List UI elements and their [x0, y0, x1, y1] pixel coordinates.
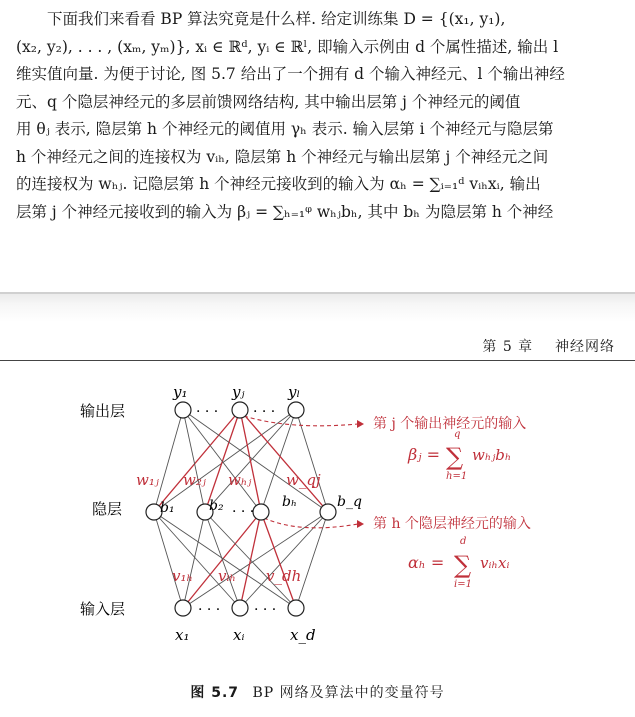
annotation-output-lhs: βⱼ =: [408, 445, 440, 464]
edge-input-hidden: [296, 512, 328, 608]
para-line-7: 的连接权为 wₕⱼ. 记隐层第 h 个神经元接收到的输入为 αₕ = ∑ᵢ₌₁ᵈ vᵢₕxᵢ, 输出: [16, 175, 541, 193]
output-node-label-j: yⱼ: [232, 383, 245, 401]
page-gap-edge: [0, 292, 635, 294]
page-gap: [0, 292, 635, 322]
header-rule: [0, 360, 635, 361]
annotation-hidden-sigma: ∑: [454, 551, 472, 579]
layer-label-input: 输入层: [80, 600, 126, 618]
hidden-node-label-h: bₕ: [282, 494, 298, 510]
edge-input-hidden: [205, 512, 240, 608]
hidden-node-label-2: b₂: [209, 498, 224, 514]
chapter-header: [482, 336, 615, 356]
chapter-title: 神经网络: [555, 339, 615, 355]
para-line-8: 层第 j 个神经元接收到的输入为 βⱼ = ∑ₕ₌₁ᵠ wₕⱼbₕ, 其中 bₕ 为隐层第 h 个神经: [16, 202, 554, 221]
annotation-hidden-sum-top: d: [460, 536, 467, 547]
para-line-1: 下面我们来看看 BP 算法究竟是什么样. 给定训练集 D = {(x₁, y₁),: [47, 10, 506, 28]
edge-input-hidden: [154, 512, 240, 608]
annotation-hidden-sum-bottom: i=1: [454, 579, 472, 590]
body-paragraph: [16, 6, 626, 226]
annotation-output-sum-bottom: h=1: [446, 471, 468, 482]
weight-w-2j: w₂ⱼ: [183, 471, 206, 489]
annotation-output-sum-top: q: [454, 429, 461, 440]
neuron-node: [253, 504, 269, 520]
edge-input-hidden: [183, 512, 261, 608]
input-dots-2: · · ·: [254, 602, 277, 618]
output-node-label-l: yₗ: [288, 383, 301, 401]
edge-hidden-output: [240, 410, 261, 512]
arrowhead-hidden: [357, 520, 364, 528]
weight-v-ih: vᵢₕ: [218, 567, 236, 585]
para-line-5: 用 θⱼ 表示, 隐层第 h 个神经元的阈值用 γₕ 表示. 输入层第 i 个神经元与隐层第: [16, 120, 554, 138]
input-node-label-1: x₁: [175, 626, 190, 644]
hidden-dots: · · ·: [232, 504, 255, 520]
edge-hidden-output: [183, 410, 261, 512]
input-node-label-d: x_d: [290, 626, 316, 644]
para-line-4: 元、q 个隐层神经元的多层前馈网络结构, 其中输出层第 j 个神经元的阈值: [16, 92, 521, 111]
layer-label-hidden: 隐层: [92, 500, 123, 518]
weight-v-dh: v_dh: [266, 567, 302, 585]
weight-w-qj: w_qj: [286, 471, 321, 489]
edge-input-hidden: [205, 512, 296, 608]
neuron-node: [175, 600, 191, 616]
neuron-node: [288, 600, 304, 616]
edge-input-hidden: [240, 512, 328, 608]
edge-hidden-output: [154, 410, 240, 512]
annotation-hidden-label: 第 h 个隐层神经元的输入: [373, 516, 531, 532]
annotation-output-label: 第 j 个输出神经元的输入: [373, 416, 527, 432]
neuron-node: [320, 504, 336, 520]
hidden-node-label-1: b₁: [160, 500, 175, 516]
para-line-2: (x₂, y₂), . . . , (xₘ, yₘ)}, xᵢ ∈ ℝᵈ, yᵢ ∈ ℝˡ, 即输入示例由 d 个属性描述, 输出 l: [16, 37, 559, 56]
weight-w-1j: w₁ⱼ: [136, 471, 159, 489]
caption-text: BP 网络及算法中的变量符号: [252, 685, 445, 701]
edge-input-hidden: [154, 512, 183, 608]
input-dots-1: · · ·: [198, 602, 221, 618]
edge-hidden-output: [154, 410, 296, 512]
annotation-hidden-lhs: αₕ =: [408, 553, 445, 572]
layer-label-output: 输出层: [80, 402, 126, 420]
input-node-label-i: xᵢ: [233, 626, 245, 644]
para-line-6: h 个神经元之间的连接权为 vᵢₕ, 隐层第 h 个神经元与输出层第 j 个神经元之间: [16, 147, 549, 166]
output-dots-2: · · ·: [253, 404, 276, 420]
hidden-node-label-q: b_q: [337, 494, 362, 510]
neuron-node: [288, 402, 304, 418]
edge-input-hidden: [154, 512, 296, 608]
annotation-hidden-term: vᵢₕxᵢ: [480, 554, 510, 572]
annotation-output-term: wₕⱼbₕ: [472, 446, 512, 464]
neuron-node: [232, 402, 248, 418]
edge-input-hidden: [183, 512, 328, 608]
output-dots-1: · · ·: [196, 404, 219, 420]
bp-network-diagram: [0, 364, 635, 674]
arrowhead-output: [357, 420, 364, 428]
weight-w-hj: wₕⱼ: [228, 471, 252, 489]
neuron-node: [232, 600, 248, 616]
caption-number: 图 5.7: [190, 685, 240, 701]
figure-caption: [0, 682, 635, 702]
edge-hidden-output: [183, 410, 205, 512]
edge-hidden-output: [154, 410, 183, 512]
weight-v-1h: v₁ₕ: [172, 567, 193, 585]
output-node-label-1: y₁: [173, 383, 188, 401]
chapter-number: 第 5 章: [482, 339, 534, 355]
annotation-output-sigma: ∑: [446, 443, 464, 471]
neuron-node: [175, 402, 191, 418]
para-line-3: 维实值向量. 为便于讨论, 图 5.7 给出了一个拥有 d 个输入神经元、l 个输出神经: [16, 65, 565, 83]
edge-input-hidden: [261, 512, 296, 608]
